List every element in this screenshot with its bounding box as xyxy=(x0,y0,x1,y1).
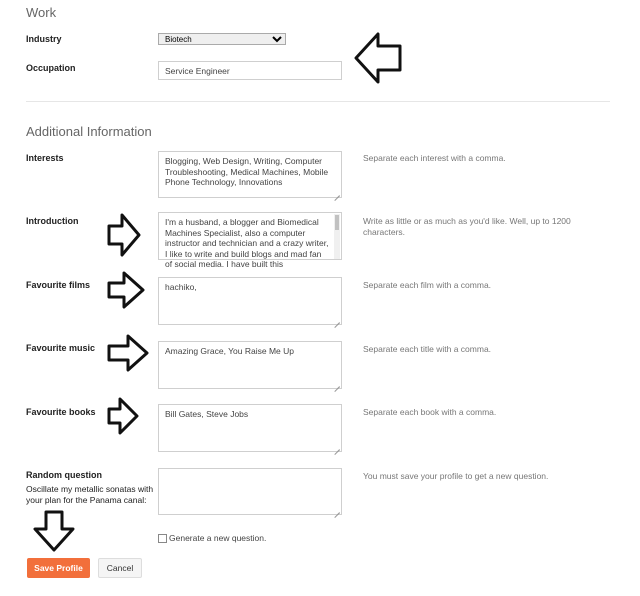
music-value: Amazing Grace, You Raise Me Up xyxy=(165,346,294,356)
generate-question-label[interactable]: Generate a new question. xyxy=(169,533,267,543)
arrow-right-icon xyxy=(106,270,146,310)
films-help: Separate each film with a comma. xyxy=(363,280,492,290)
music-textarea[interactable] xyxy=(158,341,342,389)
music-label: Favourite music xyxy=(26,343,96,353)
arrow-down-icon xyxy=(32,509,76,553)
interests-textarea[interactable] xyxy=(158,151,342,198)
resize-handle-icon[interactable] xyxy=(334,444,340,450)
resize-handle-icon[interactable] xyxy=(334,381,340,387)
music-help: Separate each title with a comma. xyxy=(363,344,492,354)
introduction-label: Introduction xyxy=(26,216,79,226)
books-value: Bill Gates, Steve Jobs xyxy=(165,409,249,419)
introduction-help: Write as little or as much as you'd like. Well, up to 1200 characters. xyxy=(363,216,571,237)
introduction-scrollbar[interactable] xyxy=(334,214,340,259)
books-label: Favourite books xyxy=(26,407,96,417)
scrollbar-thumb[interactable] xyxy=(335,215,339,230)
resize-handle-icon[interactable] xyxy=(334,317,340,323)
interests-help: Separate each interest with a comma. xyxy=(363,153,506,163)
resize-handle-icon[interactable] xyxy=(334,507,340,513)
films-textarea[interactable] xyxy=(158,277,342,325)
arrow-right-icon xyxy=(106,333,150,373)
random-question-label: Random question xyxy=(26,470,102,480)
arrow-right-icon xyxy=(106,212,142,258)
additional-section-title: Additional Information xyxy=(26,124,152,139)
arrow-left-icon xyxy=(353,30,403,86)
section-divider xyxy=(26,101,610,102)
occupation-value: Service Engineer xyxy=(165,66,230,76)
introduction-textarea[interactable] xyxy=(158,212,342,269)
interests-value: Blogging, Web Design, Writing, Computer Troubleshooting, Medical Machines, Mobile Phone Technology, Innovations xyxy=(165,156,329,187)
introduction-value: I'm a husband, a blogger and Biomedical Machines Specialist, also a computer instructor and technician and a crazy writer, I like to write and build blogs and mad fan of social media. I have built this xyxy=(165,217,329,269)
occupation-label: Occupation xyxy=(26,63,76,73)
industry-label: Industry xyxy=(26,34,62,44)
generate-question-checkbox[interactable] xyxy=(158,534,167,543)
random-question-text: Oscillate my metallic sonatas with your plan for the Panama canal: xyxy=(26,484,154,505)
industry-select[interactable] xyxy=(158,33,286,45)
random-answer-textarea[interactable] xyxy=(158,468,342,515)
films-label: Favourite films xyxy=(26,280,91,290)
cancel-button[interactable]: Cancel xyxy=(98,558,142,578)
resize-handle-icon[interactable] xyxy=(334,190,340,196)
books-textarea[interactable] xyxy=(158,404,342,452)
occupation-field[interactable] xyxy=(158,61,342,80)
random-help: You must save your profile to get a new question. xyxy=(363,471,549,481)
interests-label: Interests xyxy=(26,153,64,163)
films-value: hachiko, xyxy=(165,282,197,292)
arrow-right-icon xyxy=(106,396,140,436)
save-profile-button[interactable]: Save Profile xyxy=(27,558,90,578)
books-help: Separate each book with a comma. xyxy=(363,407,497,417)
work-section-title: Work xyxy=(26,5,57,20)
